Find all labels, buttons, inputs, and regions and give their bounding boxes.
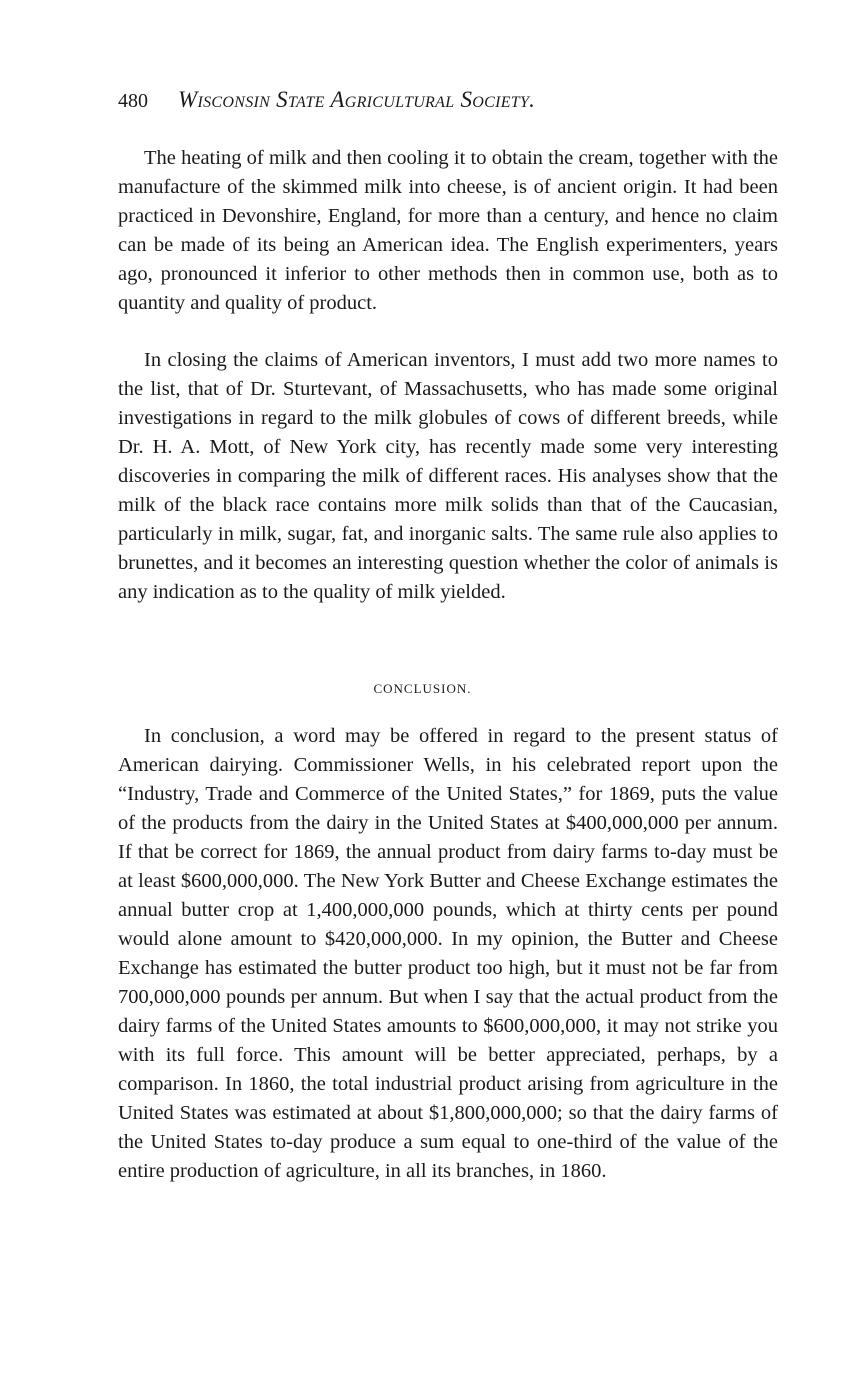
paragraph-block-3: [118, 722, 778, 1186]
journal-title: Wisconsin State Agricultural Society.: [178, 87, 536, 112]
paragraph-milk-heating: The heating of milk and then cooling it to obtain the cream, together with the manufacture of the skimmed milk into cheese, is of ancient origin. It had been practiced in Devonshire, England, for more than a century, and hence no claim can be made of its being an American idea. The English experimenters, years ago, pronounced it inferior to other methods then in common use, both as to quantity and quality of product.: [118, 147, 778, 314]
page-number: 480: [118, 90, 148, 112]
paragraph-block-1: [118, 144, 778, 318]
paragraph-block-2: [118, 346, 778, 607]
running-head: [118, 86, 758, 115]
section-heading-conclusion: CONCLUSION.: [373, 681, 472, 696]
paragraph-conclusion: In conclusion, a word may be offered in regard to the present status of American dairying. Commissioner Wells, in his celebrated report upon the “Industry, Trade and Commerce of the United States,” for 1869, puts the value of the products from the dairy in the United States at $400,000,000 per annum. If that be correct for 1869, the annual product from dairy farms to-day must be at least $600,000,000. The New York Butter and Cheese Exchange estimates the annual butter crop at 1,400,000,000 pounds, which at thirty cents per pound would alone amount to $420,000,000. In my opinion, the Butter and Cheese Exchange has estimated the butter product too high, but it must not be far from 700,000,000 pounds per annum. But when I say that the actual product from the dairy farms of the United States amounts to $600,000,000, it may not strike you with its full force. This amount will be better appreciated, perhaps, by a comparison. In 1860, the total industrial product arising from agriculture in the United States was estimated at about $1,800,000,000; so that the dairy farms of the United States to-day produce a sum equal to one-third of the value of the entire production of agriculture, in all its branches, in 1860.: [118, 725, 778, 1182]
paragraph-american-inventors: In closing the claims of American inventors, I must add two more names to the list, that of Dr. Sturtevant, of Massachusetts, who has made some original investigations in regard to the milk globules of cows of different breeds, while Dr. H. A. Mott, of New York city, has recently made some very interesting discoveries in comparing the milk of different races. His analyses show that the milk of the black race contains more milk solids than that of the Caucasian, particularly in milk, sugar, fat, and inorganic salts. The same rule also applies to brunettes, and it becomes an interesting question whether the color of animals is any indication as to the quality of milk yielded.: [118, 349, 778, 603]
